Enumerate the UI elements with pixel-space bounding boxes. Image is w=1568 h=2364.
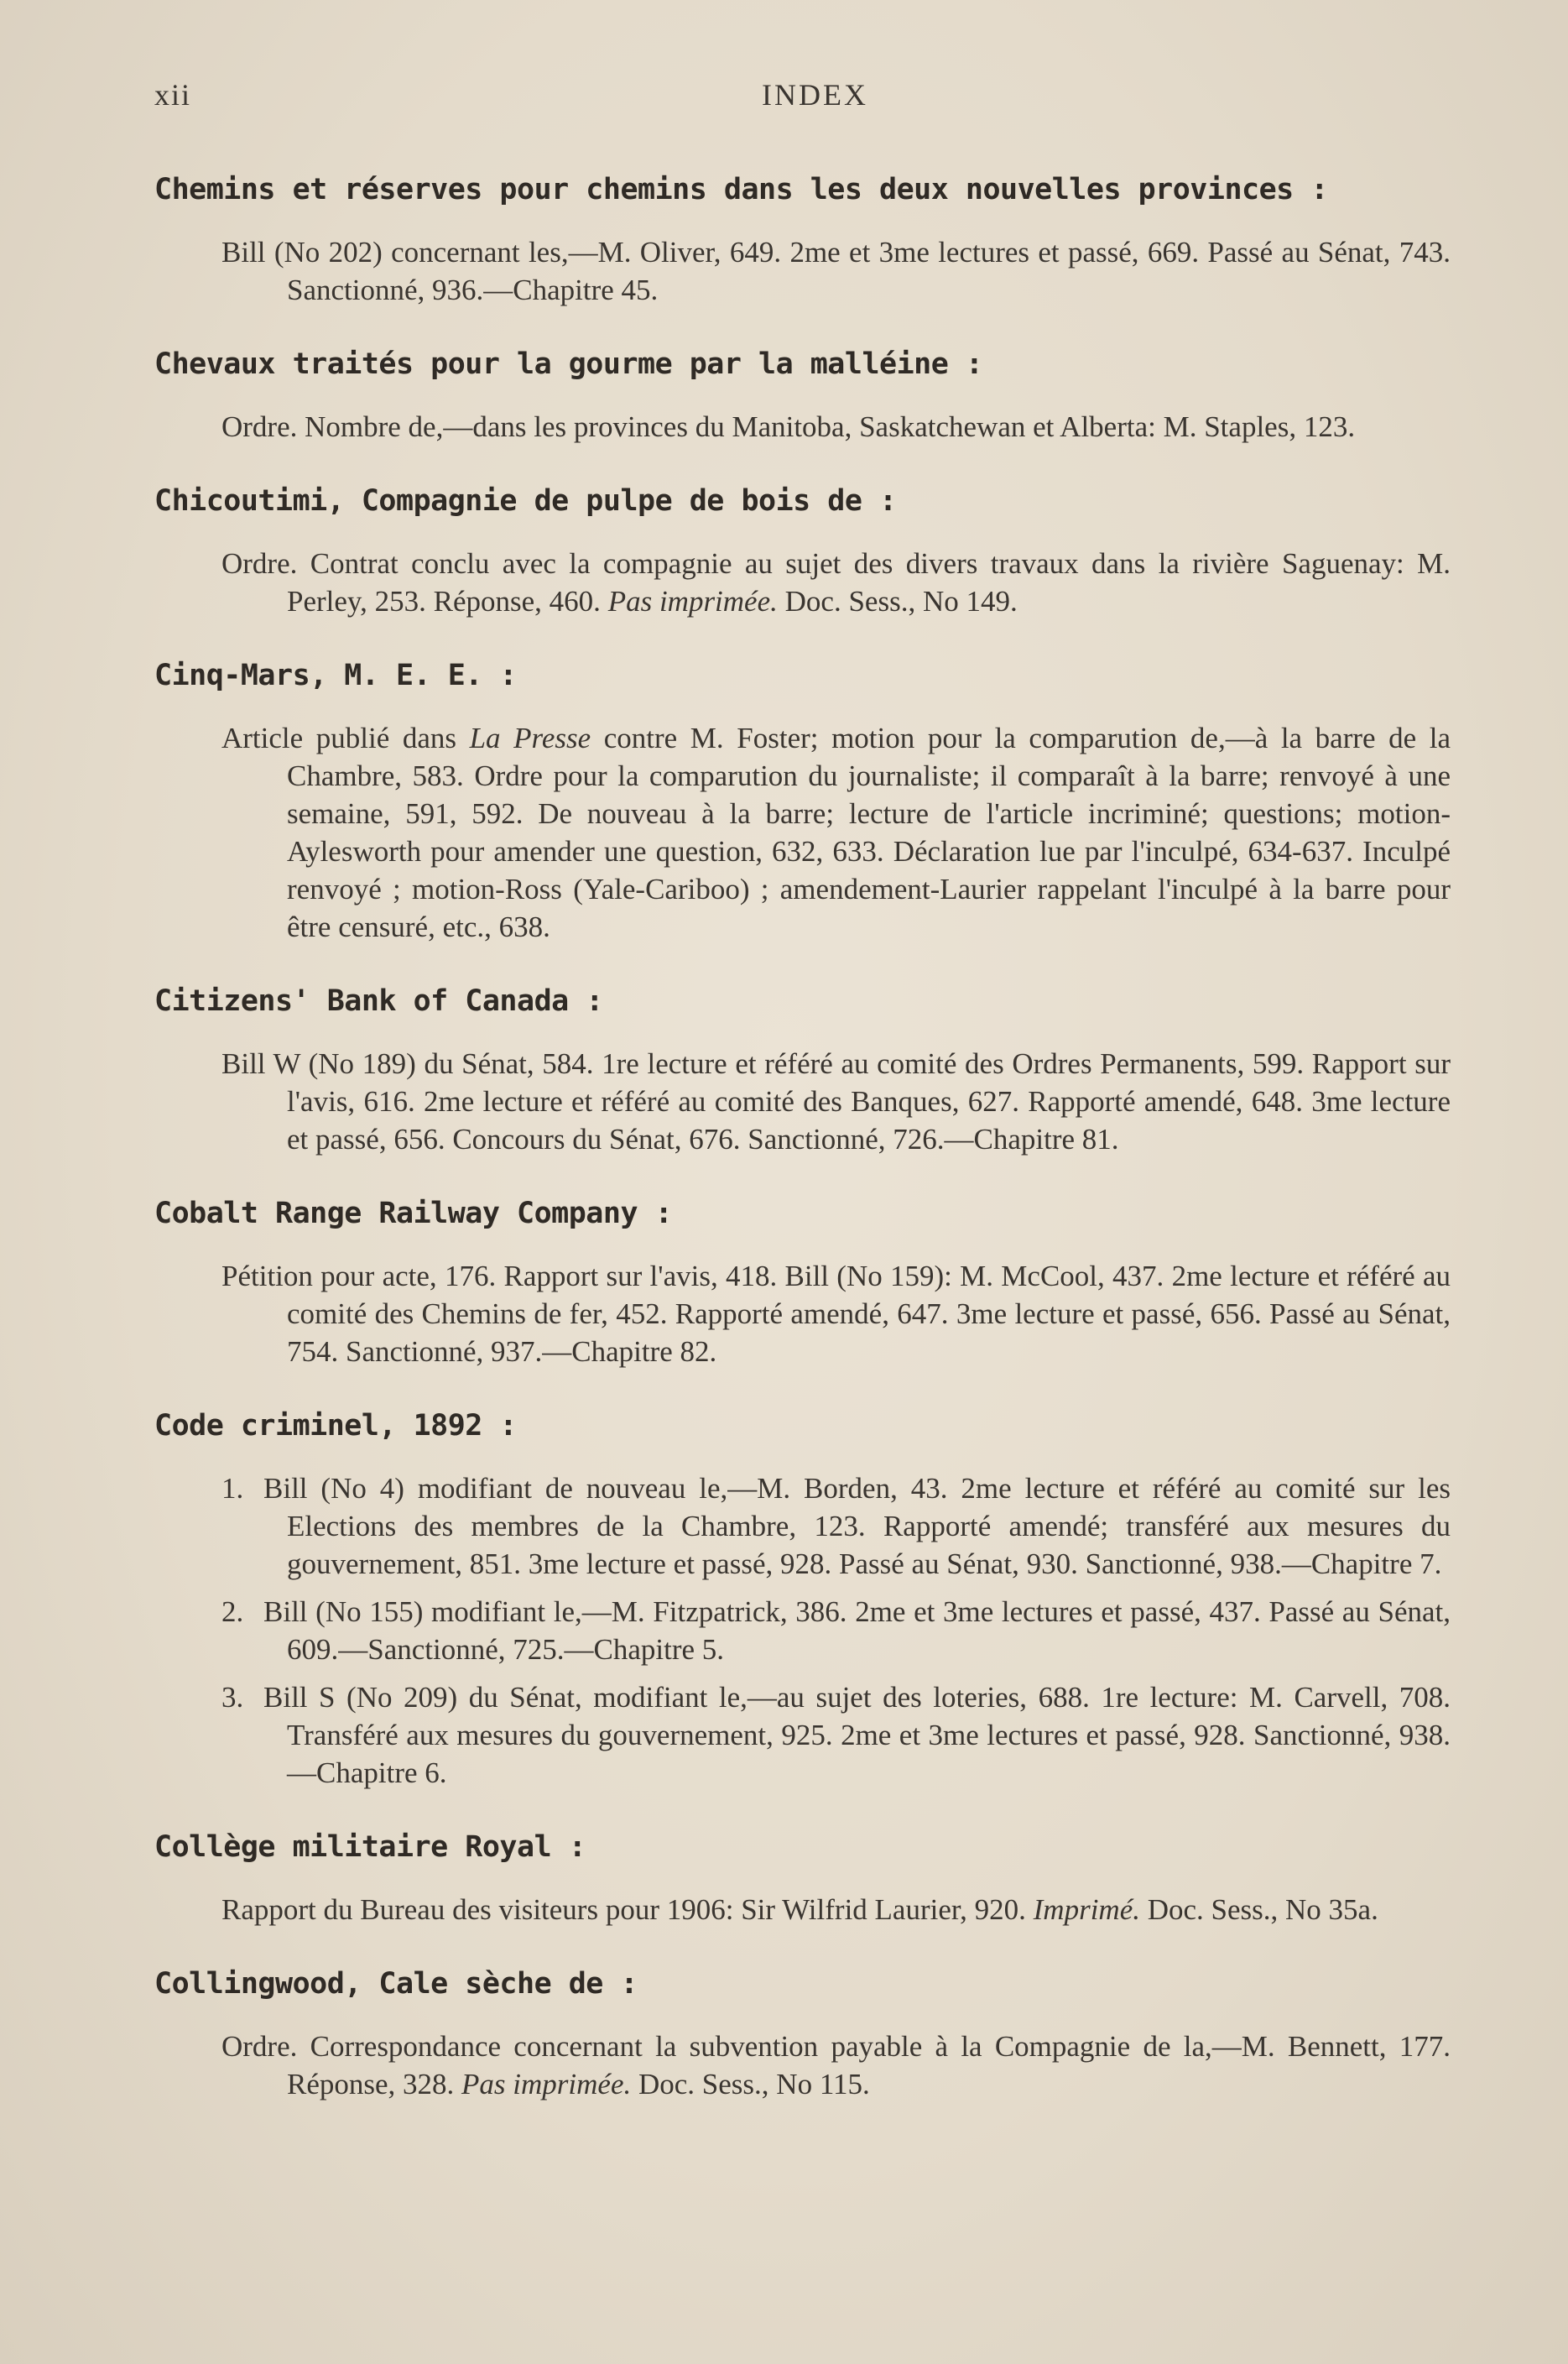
entry-italic-note: La Presse (469, 722, 591, 754)
item-text: Bill (No 155) modifiant le,—M. Fitzpatrick, 386. 2me et 3me lectures et passé, 437. Passé au Sénat, 609.—Sanctionné, 725.—Chapitre 5. (263, 1595, 1451, 1666)
entry-heading: Chemins et réserves pour chemins dans les deux nouvelles provinces : (154, 173, 1328, 206)
index-entry (154, 1407, 1476, 1792)
index-entry (154, 657, 1476, 946)
entry-italic-note: Pas imprimée. (607, 585, 778, 618)
entry-text-before: Ordre. Contrat conclu avec la compagnie au sujet des divers travaux dans la rivière Saguenay: M. Perley, 253. Réponse, 460. (221, 547, 1451, 618)
entry-text: Pétition pour acte, 176. Rapport sur l'avis, 418. Bill (No 159): M. McCool, 437. 2me lecture et référé au comité des Chemins de fer, 452. Rapporté amendé, 647. 3me lecture et passé, 656. Passé au Sénat, 754. Sanctionné, 937.—Chapitre 82. (221, 1260, 1451, 1368)
entry-text: Bill (No 202) concernant les,—M. Oliver, 649. 2me et 3me lectures et passé, 669. Passé au Sénat, 743. Sanctionné, 936.—Chapitre 45. (221, 236, 1451, 306)
entry-heading: Chevaux traités pour la gourme par la malléine : (154, 347, 983, 381)
list-item (221, 1593, 1451, 1668)
entry-heading: Citizens' Bank of Canada : (154, 984, 603, 1018)
page-number: xii (154, 78, 192, 112)
entry-text-after: Doc. Sess., No 115. (638, 2068, 870, 2100)
entry-text-before: Ordre. Correspondance concernant la subvention payable à la Compagnie de la,—M. Bennett, 177. Réponse, 328. (221, 2030, 1451, 2100)
entry-heading: Cinq-Mars, M. E. E. : (154, 659, 518, 692)
entry-text-after: Doc. Sess., No 149. (784, 585, 1018, 618)
entry-text: Bill W (No 189) du Sénat, 584. 1re lecture et référé au comité des Ordres Permanents, 599. Rapport sur l'avis, 616. 2me lecture et référé au comité des Banques, 627. Rapporté amendé, 648. 3me lecture et passé, 656. Concours du Sénat, 676. Sanctionné, 726.—Chapitre 81. (221, 1047, 1451, 1156)
index-entry (154, 983, 1476, 1158)
index-entry (154, 483, 1476, 620)
item-text: Bill (No 4) modifiant de nouveau le,—M. Borden, 43. 2me lecture et référé au comité sur les Elections des membres de la Chambre, 123. Rapporté amendé; transféré aux mesures du gouvernement, 851. 3me lecture et passé, 928. Passé au Sénat, 930. Sanctionné, 938.—Chapitre 7. (263, 1472, 1451, 1580)
item-number: 2. (221, 1595, 244, 1628)
index-entry (154, 346, 1476, 446)
list-item (221, 1678, 1451, 1792)
entry-text (221, 545, 1451, 620)
entry-text-after: Doc. Sess., No 35a. (1147, 1893, 1378, 1926)
item-text: Bill S (No 209) du Sénat, modifiant le,—au sujet des loteries, 688. 1re lecture: M. Carvell, 708. Transféré aux mesures du gouvernement, 925. 2me et 3me lectures et passé, 928. Sanctionné, 938.—Chapitre 6. (263, 1681, 1451, 1789)
running-title: INDEX (762, 78, 868, 112)
entry-text-after: contre M. Foster; motion pour la comparution de,—à la barre de la Chambre, 583. Ordre pour la comparution du journaliste; il comparaît à la barre; renvoyé à une semaine, 591, 592. De nouveau à la barre; lecture de l'article incriminé; questions; motion-Aylesworth pour amender une question, 632, 633. Déclaration lue par l'inculpé, 634-637. Inculpé renvoyé ; motion-Ross (Yale-Cariboo) ; amendement-Laurier rappelant l'inculpé à la barre pour être censuré, etc., 638. (287, 722, 1451, 943)
entry-text-before: Article publié dans (221, 722, 456, 754)
index-entry (154, 1829, 1476, 1928)
entry-heading: Chicoutimi, Compagnie de pulpe de bois de : (154, 484, 897, 518)
list-item (221, 1469, 1451, 1583)
entry-italic-note: Imprimé. (1033, 1893, 1140, 1926)
entry-heading: Collège militaire Royal : (154, 1830, 586, 1864)
page-header (154, 77, 1476, 119)
index-entry (154, 171, 1476, 309)
entry-text-before: Rapport du Bureau des visiteurs pour 1906: Sir Wilfrid Laurier, 920. (221, 1893, 1026, 1926)
index-entry (154, 1965, 1476, 2103)
index-entry (154, 1195, 1476, 1370)
entry-heading: Code criminel, 1892 : (154, 1409, 518, 1443)
entry-heading: Cobalt Range Railway Company : (154, 1197, 673, 1230)
entry-text (221, 2027, 1451, 2103)
entry-text (221, 719, 1451, 946)
entry-text (221, 1891, 1451, 1928)
entry-italic-note: Pas imprimée. (461, 2068, 632, 2100)
entry-heading: Collingwood, Cale sèche de : (154, 1967, 638, 2001)
item-number: 3. (221, 1681, 244, 1714)
item-number: 1. (221, 1472, 244, 1505)
entry-text: Ordre. Nombre de,—dans les provinces du Manitoba, Saskatchewan et Alberta: M. Staples, 123. (221, 410, 1356, 443)
